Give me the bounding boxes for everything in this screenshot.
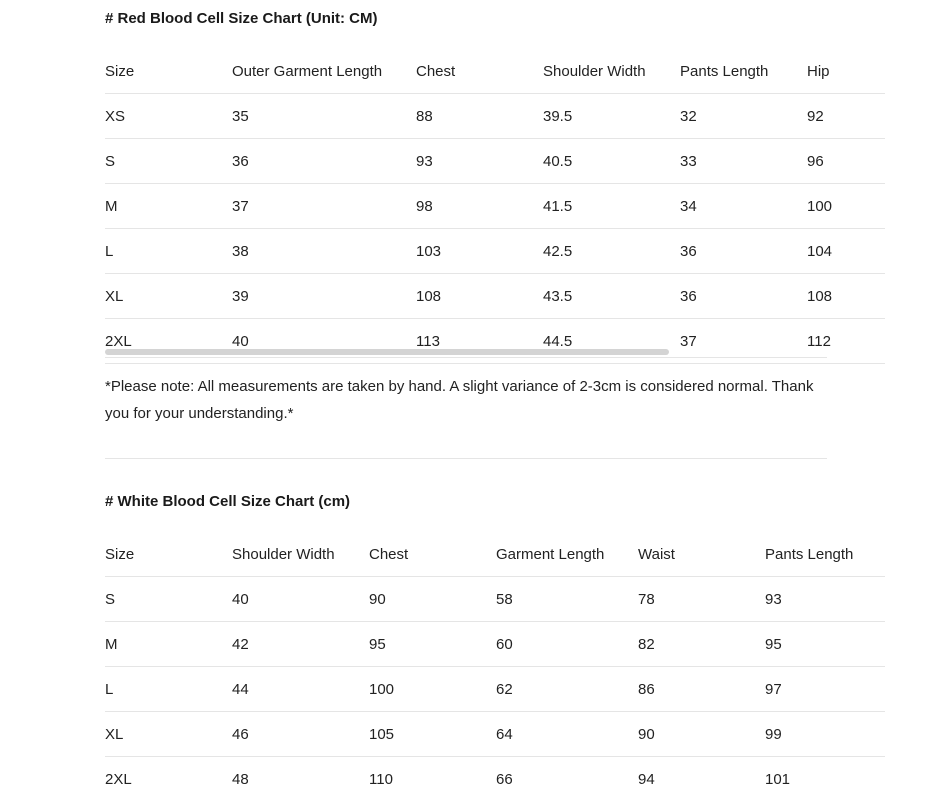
table-cell: 46 [232,712,369,757]
table-cell: 33 [680,139,807,184]
table-cell: 88 [416,94,543,139]
table-cell: 38 [232,229,416,274]
table-row [105,667,885,712]
table-cell: 40 [232,319,416,364]
table-cell: 98 [416,184,543,229]
table-row [105,757,885,801]
column-header: Size [105,49,232,94]
column-header: Chest [416,49,543,94]
white-chart-table-scroll[interactable] [105,532,827,788]
white-chart-table [105,532,885,801]
table-row [105,94,885,139]
table-cell: 40 [232,577,369,622]
table-cell: 95 [369,622,496,667]
table-cell: 110 [369,757,496,801]
column-header: Shoulder Width [232,532,369,577]
table-cell: 36 [680,274,807,319]
table-cell: XL [105,274,232,319]
measurement-note: *Please note: All measurements are taken by hand. A slight variance of 2-3cm is considered normal. Thank you for your understanding.* [105,373,827,427]
table-cell: 37 [680,319,807,364]
table-cell: 90 [369,577,496,622]
table-cell: 82 [638,622,765,667]
table-row [105,712,885,757]
table-cell: 58 [496,577,638,622]
table-cell: 32 [680,94,807,139]
table-cell: 34 [680,184,807,229]
table-row [105,184,885,229]
table-cell: 90 [638,712,765,757]
table-header-row [105,49,885,94]
table-cell: 99 [765,712,885,757]
red-chart-title: # Red Blood Cell Size Chart (Unit: CM) [105,10,378,27]
table-cell: 64 [496,712,638,757]
table-cell: 2XL [105,319,232,364]
column-header: Pants Length [765,532,885,577]
table-cell: 35 [232,94,416,139]
white-chart-title: # White Blood Cell Size Chart (cm) [105,493,350,510]
table-cell: 2XL [105,757,232,801]
red-chart-table-scroll[interactable] [105,49,827,357]
table-cell: 48 [232,757,369,801]
table-cell: 93 [765,577,885,622]
table-cell: 113 [416,319,543,364]
table-cell: 44 [232,667,369,712]
table-cell: 62 [496,667,638,712]
column-header: Chest [369,532,496,577]
table-cell: L [105,229,232,274]
table-cell: 78 [638,577,765,622]
table-cell: 97 [765,667,885,712]
table-cell: M [105,622,232,667]
table-cell: 43.5 [543,274,680,319]
table-cell: XS [105,94,232,139]
table-cell: M [105,184,232,229]
table-cell: 112 [807,319,885,364]
table-cell: 105 [369,712,496,757]
table-cell: 93 [416,139,543,184]
table-cell: 101 [765,757,885,801]
horizontal-scrollbar[interactable] [105,349,669,355]
table-cell: 86 [638,667,765,712]
table-cell: 41.5 [543,184,680,229]
table-cell: L [105,667,232,712]
table-cell: 108 [807,274,885,319]
table-cell: 42.5 [543,229,680,274]
table-cell: 39 [232,274,416,319]
table-header-row [105,532,885,577]
table-cell: 40.5 [543,139,680,184]
table-cell: 104 [807,229,885,274]
table-cell: 60 [496,622,638,667]
table-row [105,139,885,184]
table-row [105,577,885,622]
column-header: Hip [807,49,885,94]
table-cell: 96 [807,139,885,184]
column-header: Shoulder Width [543,49,680,94]
table-cell: 108 [416,274,543,319]
table-cell: 100 [807,184,885,229]
table-cell: 92 [807,94,885,139]
table-cell: 37 [232,184,416,229]
table-row [105,274,885,319]
table-cell: 42 [232,622,369,667]
table-cell: XL [105,712,232,757]
table-cell: 94 [638,757,765,801]
table-cell: 95 [765,622,885,667]
column-header: Size [105,532,232,577]
table-cell: 36 [680,229,807,274]
table-cell: 39.5 [543,94,680,139]
table-row [105,229,885,274]
table-cell: 36 [232,139,416,184]
table-bottom-border [105,357,827,358]
column-header: Garment Length [496,532,638,577]
table-cell: 66 [496,757,638,801]
column-header: Pants Length [680,49,807,94]
table-cell: 100 [369,667,496,712]
table-cell: 44.5 [543,319,680,364]
table-cell: S [105,577,232,622]
column-header: Waist [638,532,765,577]
table-row [105,622,885,667]
section-divider [105,458,827,459]
column-header: Outer Garment Length [232,49,416,94]
table-cell: 103 [416,229,543,274]
table-cell: S [105,139,232,184]
red-chart-table [105,49,885,364]
